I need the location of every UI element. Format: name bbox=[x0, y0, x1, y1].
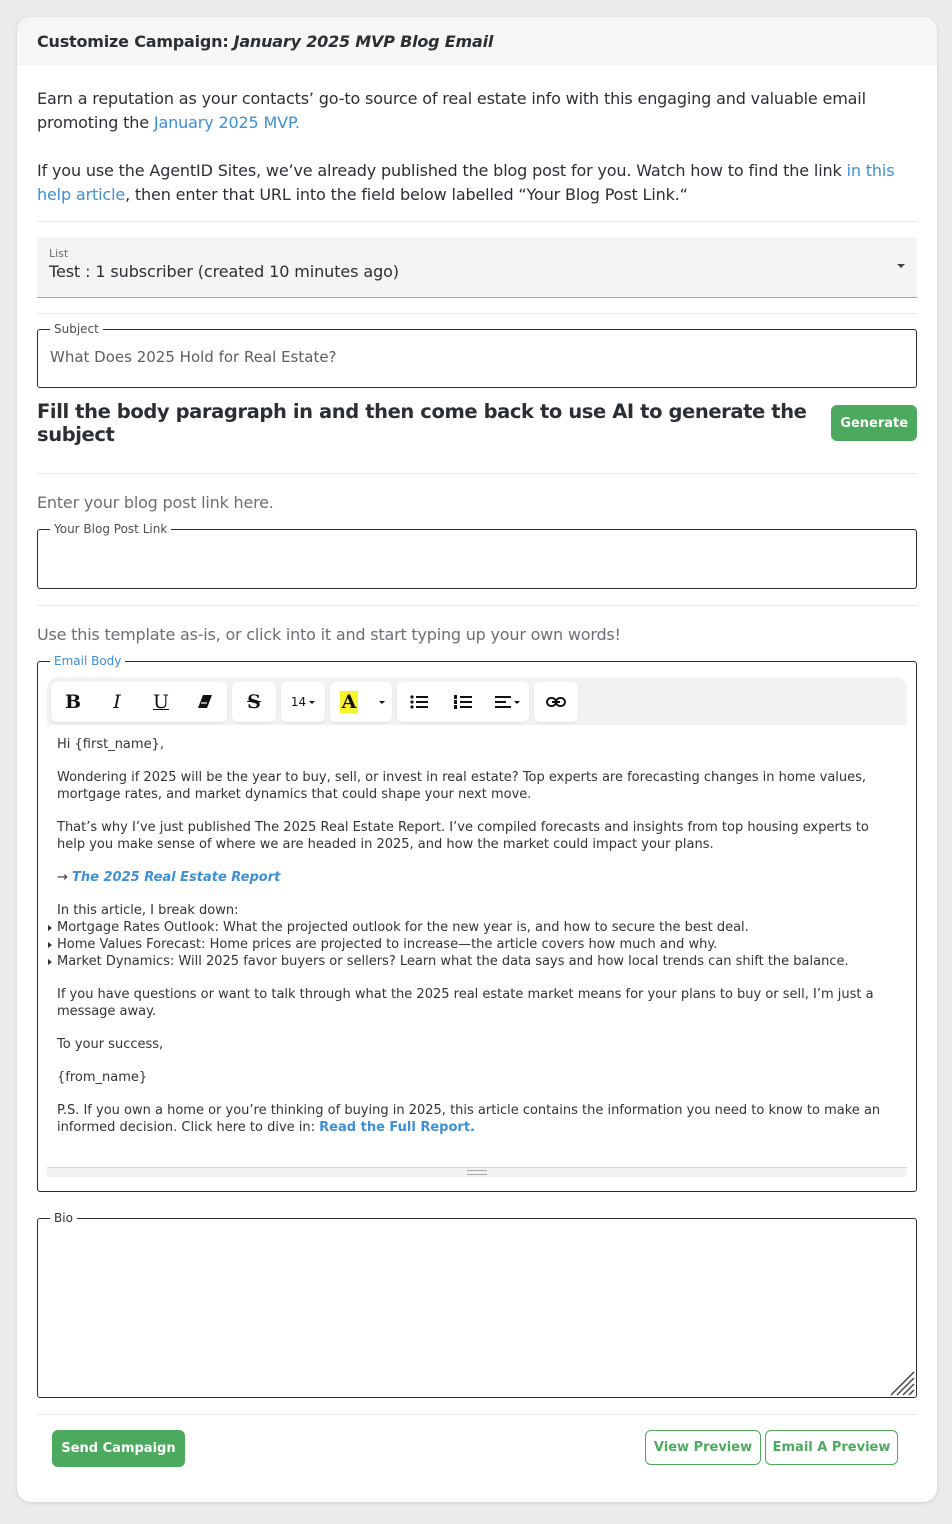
resize-grip-icon[interactable] bbox=[889, 1370, 915, 1396]
ps-paragraph bbox=[57, 1102, 897, 1136]
clear-format-button[interactable] bbox=[183, 682, 227, 722]
customize-campaign-card bbox=[17, 17, 937, 1502]
body-paragraph: That’s why I’ve just published The 2025 Real Estate Report. I’ve compiled forecasts and insights from top housing experts to help you make sense of where we are headed in 2025, and how the market could impact your plans. bbox=[57, 820, 869, 852]
align-left-icon bbox=[495, 696, 511, 708]
italic-button[interactable]: I bbox=[113, 691, 121, 713]
font-size-value: 14 bbox=[290, 695, 307, 709]
breakdown-intro: In this article, I break down: bbox=[57, 903, 239, 918]
email-preview-button[interactable]: Email A Preview bbox=[765, 1430, 898, 1465]
divider bbox=[37, 221, 917, 222]
color-group bbox=[330, 682, 392, 722]
intro-p1-text: Earn a reputation as your contacts’ go-to source of real estate info with this engaging and valuable email promoting the bbox=[37, 89, 866, 132]
report-link[interactable]: The 2025 Real Estate Report bbox=[72, 870, 281, 885]
font-size-dropdown[interactable] bbox=[281, 682, 325, 722]
divider bbox=[37, 313, 917, 314]
list-item: Home Values Forecast: Home prices are projected to increase—the article covers how much and why. bbox=[57, 936, 897, 953]
blog-link-field bbox=[37, 522, 917, 589]
caret-down-icon bbox=[897, 264, 905, 268]
greeting: Hi {first_name}, bbox=[57, 737, 164, 752]
blog-link-input[interactable] bbox=[50, 548, 904, 566]
caret-down-icon bbox=[309, 701, 315, 704]
font-style-group bbox=[51, 682, 227, 722]
bio-field bbox=[37, 1211, 917, 1398]
text-color-button[interactable] bbox=[330, 682, 368, 722]
header-prefix: Customize Campaign: bbox=[37, 31, 229, 51]
email-body-editor bbox=[37, 654, 917, 1192]
numbered-list-button[interactable] bbox=[441, 682, 485, 722]
list-select[interactable] bbox=[37, 237, 917, 298]
bio-label: Bio bbox=[50, 1211, 77, 1225]
intro-p2-text: If you use the AgentID Sites, we’ve already published the blog post for you. Watch how to find the link bbox=[37, 161, 847, 180]
divider bbox=[37, 1414, 917, 1415]
divider bbox=[37, 605, 917, 606]
from-name: {from_name} bbox=[57, 1070, 148, 1085]
footer-actions bbox=[37, 1430, 917, 1467]
intro-p2-end: , then enter that URL into the field below labelled “Your Blog Post Link.“ bbox=[125, 185, 688, 204]
list-group bbox=[397, 682, 529, 722]
view-preview-button[interactable]: View Preview bbox=[645, 1430, 761, 1465]
caret-down-icon bbox=[514, 701, 520, 704]
strikethrough-button[interactable]: S bbox=[247, 691, 261, 713]
bullet-list-button[interactable] bbox=[397, 682, 441, 722]
eraser-icon bbox=[197, 695, 213, 709]
bullet-list-icon bbox=[410, 695, 428, 709]
editor-resize-handle[interactable] bbox=[47, 1167, 907, 1177]
card-header bbox=[17, 17, 937, 65]
bold-button[interactable]: B bbox=[64, 691, 82, 713]
intro-paragraph-2 bbox=[37, 159, 917, 207]
blog-link-label: Your Blog Post Link bbox=[54, 522, 168, 536]
generate-button[interactable]: Generate bbox=[831, 405, 917, 441]
help-article-link[interactable]: in this help article bbox=[37, 161, 895, 204]
subject-field bbox=[37, 322, 917, 388]
template-hint: Use this template as-is, or click into it and start typing up your own words! bbox=[37, 625, 621, 644]
divider bbox=[37, 473, 917, 474]
align-dropdown[interactable] bbox=[485, 682, 529, 722]
link-group bbox=[534, 682, 578, 722]
insert-link-button[interactable] bbox=[534, 682, 578, 722]
generate-row bbox=[37, 400, 917, 446]
mvp-link[interactable]: January 2025 MVP. bbox=[153, 113, 300, 132]
signoff: To your success, bbox=[57, 1037, 164, 1052]
grip-icon bbox=[467, 1170, 487, 1175]
campaign-name: January 2025 MVP Blog Email bbox=[233, 31, 494, 51]
link-icon bbox=[546, 697, 566, 707]
subject-label: Subject bbox=[54, 322, 99, 336]
intro-paragraph-1 bbox=[37, 87, 917, 135]
intro-text bbox=[37, 65, 917, 207]
highlight-a-icon: A bbox=[341, 691, 357, 713]
color-dropdown[interactable] bbox=[368, 682, 392, 722]
body-paragraph: Wondering if 2025 will be the year to buy, sell, or invest in real estate? Top experts are forecasting changes in home values, mortgage rates, and market dynamics that could shape your next move. bbox=[57, 770, 867, 802]
arrow-text: → bbox=[57, 870, 73, 885]
underline-button[interactable]: U bbox=[152, 691, 169, 713]
generate-message: Fill the body paragraph in and then come back to use AI to generate the subject bbox=[37, 400, 807, 446]
list-select-value: Test : 1 subscriber (created 10 minutes ago) bbox=[49, 262, 399, 281]
list-select-label: List bbox=[49, 247, 69, 260]
caret-down-icon bbox=[379, 701, 385, 704]
report-link-line bbox=[57, 869, 897, 886]
read-full-report-link[interactable]: Read the Full Report. bbox=[319, 1120, 475, 1135]
email-body-content[interactable] bbox=[47, 725, 907, 1166]
blog-link-hint: Enter your blog post link here. bbox=[37, 493, 274, 512]
editor-toolbar bbox=[47, 677, 907, 725]
send-campaign-button[interactable]: Send Campaign bbox=[52, 1430, 185, 1467]
strike-group bbox=[232, 682, 276, 722]
list-item: Mortgage Rates Outlook: What the projected outlook for the new year is, and how to secure the best deal. bbox=[57, 919, 897, 936]
numbered-list-icon bbox=[454, 695, 472, 709]
breakdown-list bbox=[57, 919, 897, 970]
font-size-group bbox=[281, 682, 325, 722]
list-item: Market Dynamics: Will 2025 favor buyers or sellers? Learn what the data says and how local trends can shift the balance. bbox=[57, 953, 897, 970]
body-paragraph: If you have questions or want to talk through what the 2025 real estate market means for your plans to buy or sell, I’m just a message away. bbox=[57, 987, 874, 1019]
subject-input[interactable] bbox=[50, 348, 904, 366]
ps-text: P.S. If you own a home or you’re thinking of buying in 2025, this article contains the information you need to know to make an informed decision. Click here to dive in: bbox=[57, 1103, 881, 1135]
email-body-label: Email Body bbox=[50, 654, 125, 668]
bio-textarea[interactable] bbox=[48, 1233, 898, 1383]
